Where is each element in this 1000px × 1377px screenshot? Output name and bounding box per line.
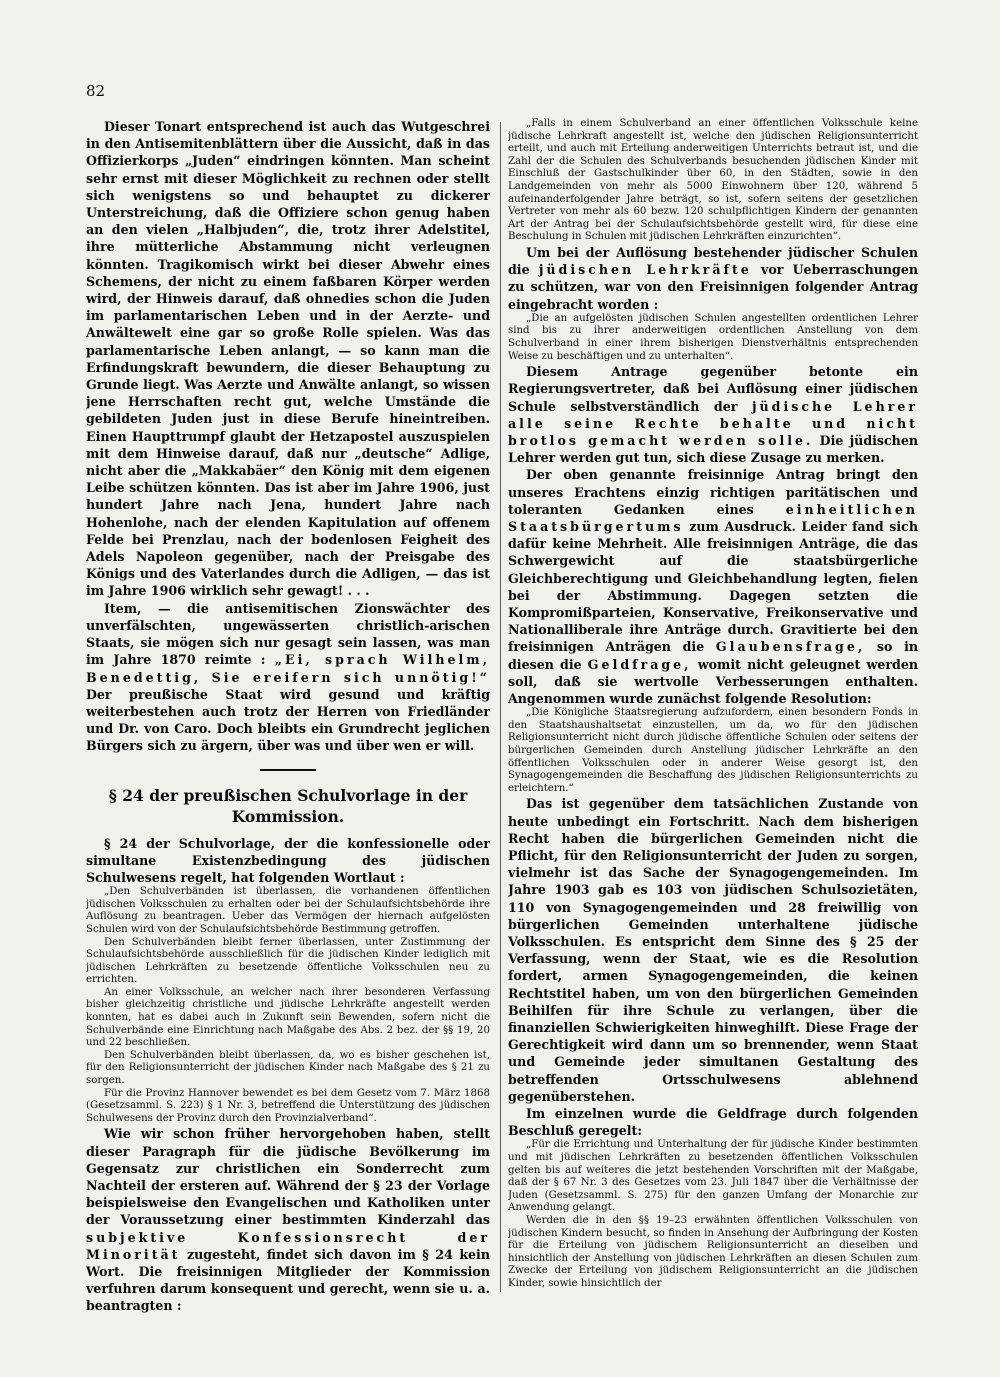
spaced-emphasis: einheitlichen Staatsbürgertums bbox=[508, 501, 918, 534]
paragraph bbox=[508, 363, 918, 466]
paragraph: Dieser Tonart entsprechend ist auch das Wutgeschrei in den Antisemitenblättern über die Aussicht, daß in das Offizierkorps „Juden“ eindringen könnten. Man scheint sehr ernst mit dieser Möglichkeit zu rechnen oder stellt sich wenigstens so und behauptet zu dickerer Unterstreichung, daß die Offiziere schon genug haben an den vielen „Halbjuden“, die, trotz ihrer Adelstitel, ihre mütterliche Abstammung nicht verleugnen könnten. Tragikomisch wirkt bei dieser Abwehr eines Schemens, der nicht zu einem faßbaren Körper werden wird, der Hinweis darauf, daß ohnedies schon die Juden im parlamentarischen Leben und in der Aerzte- und Anwältewelt eine gar so große Rolle spielen. Was das parlamentarische Leben anlangt, — so kann man die Erfindungskraft bewundern, die dieser Behauptung zu Grunde liegt. Was Aerzte und Anwälte anlangt, so wissen jene Herrschaften recht gut, welche Umstände die gebildeten Juden just in diese Berufe hineintreiben. Einen Haupttrumpf glaubt der Hetzapostel auszuspielen mit dem Hinweise darauf, daß nur „deutsche“ Adlige, nicht aber die „Makkabäer“ den König mit dem eigenen Leibe schützen könnten. Das ist aber im Jahre 1906, just hundert Jahre nach Jena, hundert Jahre nach Hohenlohe, nach der elenden Kapitulation auf offenem Felde bei Prenzlau, nach der bodenlosen Feigheit des Adels Napoleon gegenüber, nach der Preisgabe des Königs und des Vaterlandes durch die Adligen, — das ist im Jahre 1906 wirklich sehr gewagt! . . . bbox=[86, 119, 490, 599]
spaced-emphasis: jüdische Lehrer alle seine Rechte behalte und nicht brotlos gemacht werden solle. bbox=[508, 398, 918, 448]
quoted-resolution: „Für die Errichtung und Unterhaltung der für jüdische Kinder bestimmten und mit jüdischen Lehrkräften zu besetzenden öffentlichen Volksschulen gelten bis auf weiteres die jetzt bestehenden Vorschriften mit der Maßgabe, daß der § 67 Nr. 3 des Gesetzes vom 23. Juli 1847 über die Verhältnisse der Juden (Gesetzsamml. S. 275) für den ganzen Umfang der Monarchie zur Anwendung gelangt. bbox=[508, 1139, 918, 1214]
right-column bbox=[508, 118, 918, 1291]
text-run: Item, — die antisemitischen Zionswächter des unverfälschten, ungewässerten christlich-arischen Staats, sie mögen sich nur gesagt sein lassen, was man im Jahre 1870 reimte : bbox=[86, 600, 490, 668]
paragraph bbox=[508, 244, 918, 313]
page-number: 82 bbox=[86, 82, 106, 100]
spaced-quote: „Ei, sprach Wilhelm, Benedettig, Sie ereifern sich unnötig!“ bbox=[86, 652, 490, 685]
spaced-emphasis: jüdischen Lehrkräfte bbox=[538, 262, 752, 278]
left-column bbox=[86, 118, 490, 1315]
quoted-law-text: An einer Volksschule, an welcher nach ihrer besonderen Verfassung bisher gleichzeitig christliche und jüdische Lehrkräfte angestellt werden konnten, hat es dabei auch in Zukunft sein Bewenden, sofern nicht die Schulverbände eine Einrichtung nach Maßgabe des Abs. 2 bez. der §§ 19, 20 und 22 beschließen. bbox=[86, 986, 490, 1049]
column-rule bbox=[500, 122, 501, 1292]
text-run: Der oben genannte freisinnige Antrag bringt den unseres Erachtens einzig richtigen paritätischen und toleranten Gedanken eines bbox=[508, 467, 918, 517]
text-run: womit nicht geleugnet werden soll, daß sie wertvolle Verbesserungen enthalten. Angenommen wurde zunächst folgende Resolution: bbox=[508, 656, 918, 706]
text-run: Die jüdischen Lehrer werden gut tun, sich diese Zusage zu merken. bbox=[508, 432, 918, 466]
text-run: so in diesen die bbox=[508, 639, 918, 672]
quoted-resolution: Werden die in den §§ 19–23 erwähnten öffentlichen Volksschulen von jüdischen Kindern besucht, so finden in Ansehung der Aufbringung der Kosten für die Erteilung von jüdischem Religionsunterricht an dieselben und hinsichtlich der Anstellung von jüdischen Lehrkräften an diesen Schulen zum Zwecke der Erteilung von jüdischem Religionsunterricht an die jüdischen Kinder, sowie hinsichtlich der bbox=[508, 1214, 918, 1289]
spaced-emphasis: subjektive Konfessionsrecht der Minorität bbox=[86, 1229, 490, 1262]
paragraph: Im einzelnen wurde die Geldfrage durch folgenden Beschluß geregelt: bbox=[508, 1106, 918, 1139]
text-run: Der preußische Staat wird gesund und kräftig weiterbestehen auch trotz der Herren von Friedländer und Dr. von Caro. Doch bleibts ein Grundrecht jeglichen Bürgers sich zu ärgern, über was und über wen er will. bbox=[86, 686, 490, 754]
paragraph bbox=[86, 600, 490, 755]
paragraph: § 24 der Schulvorlage, der die konfessionelle oder simultane Existenzbedingung des jüdischen Schulwesens regelt, hat folgenden Wortlaut : bbox=[86, 835, 490, 885]
spaced-emphasis: Glaubensfrage, bbox=[715, 639, 866, 655]
text-run: Diesem Antrage gegenüber betonte ein Regierungsvertreter, daß bei Auflösung einer jüdischen Schule selbstverständlich der bbox=[508, 364, 918, 414]
spaced-emphasis: Geldfrage, bbox=[587, 656, 692, 672]
quoted-law-text: Den Schulverbänden bleibt ferner überlassen, unter Zustimmung der Schulaufsichtsbehörde ausschließlich für die jüdischen Kinder lediglich mit jüdischen Lehrkräften zu besetzende öffentliche Volksschulen neu zu errichten. bbox=[86, 936, 490, 986]
text-run: Wie wir schon früher hervorgehoben haben, stellt dieser Paragraph für die jüdische Bevölkerung im Gegensatz zur christlichen ein Sonderrecht zum Nachteil der ersteren auf. Während der § 23 der Vorlage beispielsweise den Evangelischen und Katholiken unter der Voraussetzung einer bestimmten Kinderzahl das bbox=[86, 1126, 490, 1228]
quoted-resolution: „Die Königliche Staatsregierung aufzufordern, einen besondern Fonds in den Staatshaushaltsetat einzustellen, um da, wo für den jüdischen Religionsunterricht nicht durch jüdische öffentliche Schulen oder seitens der bürgerlichen Gemeinden durch Anstellung jüdischer Lehrkräfte an den öffentlichen Volksschulen oder in anderer Weise gesorgt ist, den Synagogengemeinden die Beschaffung des jüdischen Religionsunterrichts zu erleichtern.“ bbox=[508, 707, 918, 794]
quoted-law-text: Den Schulverbänden bleibt überlassen, da, wo es bisher geschehen ist, für den Religionsunterricht der jüdischen Kinder nach Maßgabe des § 21 zu sorgen. bbox=[86, 1049, 490, 1087]
quoted-law-text: „Den Schulverbänden ist überlassen, die vorhandenen öffentlichen jüdischen Volksschulen zu erhalten oder bei der Schulaufsichtsbehörde ihre Auflösung zu beantragen. Ueber das Vermögen der hiernach aufgelösten Schulen wird von der Schulaufsichtsbehörde Bestimmung getroffen. bbox=[86, 886, 490, 935]
text-run: vor Ueberraschungen zu schützen, war von den Freisinnigen folgender Antrag eingebracht worden : bbox=[508, 262, 918, 312]
text-run: zum Ausdruck. Leider fand sich dafür keine Mehrheit. Alle freisinnigen Anträge, die das Schwergewicht auf die staatsbürgerliche Gleichberechtigung und Gleichbehandlung legten, fielen bei der Abstimmung. Dagegen setzten die Kompromißparteien, Konservative, Freikonservative und Nationalliberale ihre Anträge durch. Gravitierte bei den freisinnigen Anträgen die bbox=[508, 518, 918, 655]
quoted-law-text: Für die Provinz Hannover bewendet es bei dem Gesetz vom 7. März 1868 (Gesetzsamml. S. 223) § 1 Nr. 3, betreffend die Unterstützung des jüdischen Schulwesens der Provinz durch den Provinzialverband“. bbox=[86, 1087, 490, 1124]
paragraph bbox=[508, 466, 918, 707]
section-heading: § 24 der preußischen Schulvorlage in der Kommission. bbox=[108, 785, 468, 826]
text-run: zugesteht, findet sich davon im § 24 kein Wort. Die freisinnigen Mitglieder der Kommission verfuhren darum konsequent und gerecht, wenn sie u. a. beantragten : bbox=[86, 1246, 490, 1314]
text-run: Um bei der Auflösung bestehender jüdischer Schulen die bbox=[508, 244, 918, 278]
paragraph bbox=[86, 1125, 490, 1314]
section-divider bbox=[260, 769, 316, 771]
quoted-motion: „Falls in einem Schulverband an einer öffentlichen Volksschule keine jüdische Lehrkraft angestellt ist, welche den jüdischen Religionsunterricht erteilt, und auch mit Erteilung anderweitigen Unterrichts betraut ist, und die Zahl der die Schulen des Schulverbands besuchenden jüdischen Kinder mit Einschluß der Gastschulkinder über 60, in den Städten, sowie in den Landgemeinden von mehr als 5000 Einwohnern über 120, während 5 aufeinanderfolgender Jahre beträgt, so ist, sofern seitens der gesetzlichen Vertreter von mehr als 60 bezw. 120 schulpflichtigen Kindern der genannten Art der Antrag bei der Schulaufsichtsbehörde gestellt wird, für diese eine Beschulung in Schulen mit jüdischen Lehrkräften einzurichten“. bbox=[508, 118, 918, 243]
paragraph: Das ist gegenüber dem tatsächlichen Zustande von heute unbedingt ein Fortschritt. Nach dem bisherigen Recht haben die bürgerlichen Gemeinden nicht die Pflicht, für den Religionsunterricht der Juden zu sorgen, vielmehr ist das Sache der Synagogengemeinden. Im Jahre 1903 gab es 103 von jüdischen Schulsozietäten, 110 von Synagogengemeinden und 28 freiwillig von bürgerlichen Gemeinden unterhaltene jüdische Volksschulen. Es entspricht dem Sinne des § 25 der Verfassung, wenn der Staat, wie es die Resolution fordert, armen Synagogengemeinden, die keinen Rechtstitel haben, um von den bürgerlichen Gemeinden Beihilfen für ihre Schule zu verlangen, über die finanziellen Schwierigkeiten hinweghilft. Diese Frage der Gerechtigkeit wird dann um so brennender, wenn Staat und Gemeinde jeder simultanen Gestaltung des betreffenden Ortsschulwesens ablehnend gegenüberstehen. bbox=[508, 796, 918, 1104]
quoted-motion: „Die an aufgelösten jüdischen Schulen angestellten ordentlichen Lehrer sind bis zu ihrer anderweitigen ordentlichen Anstellung von dem Schulverband in einer ihrem bisherigen Dienstverhältnis entsprechenden Weise zu beschäftigen und zu unterhalten“. bbox=[508, 312, 918, 362]
